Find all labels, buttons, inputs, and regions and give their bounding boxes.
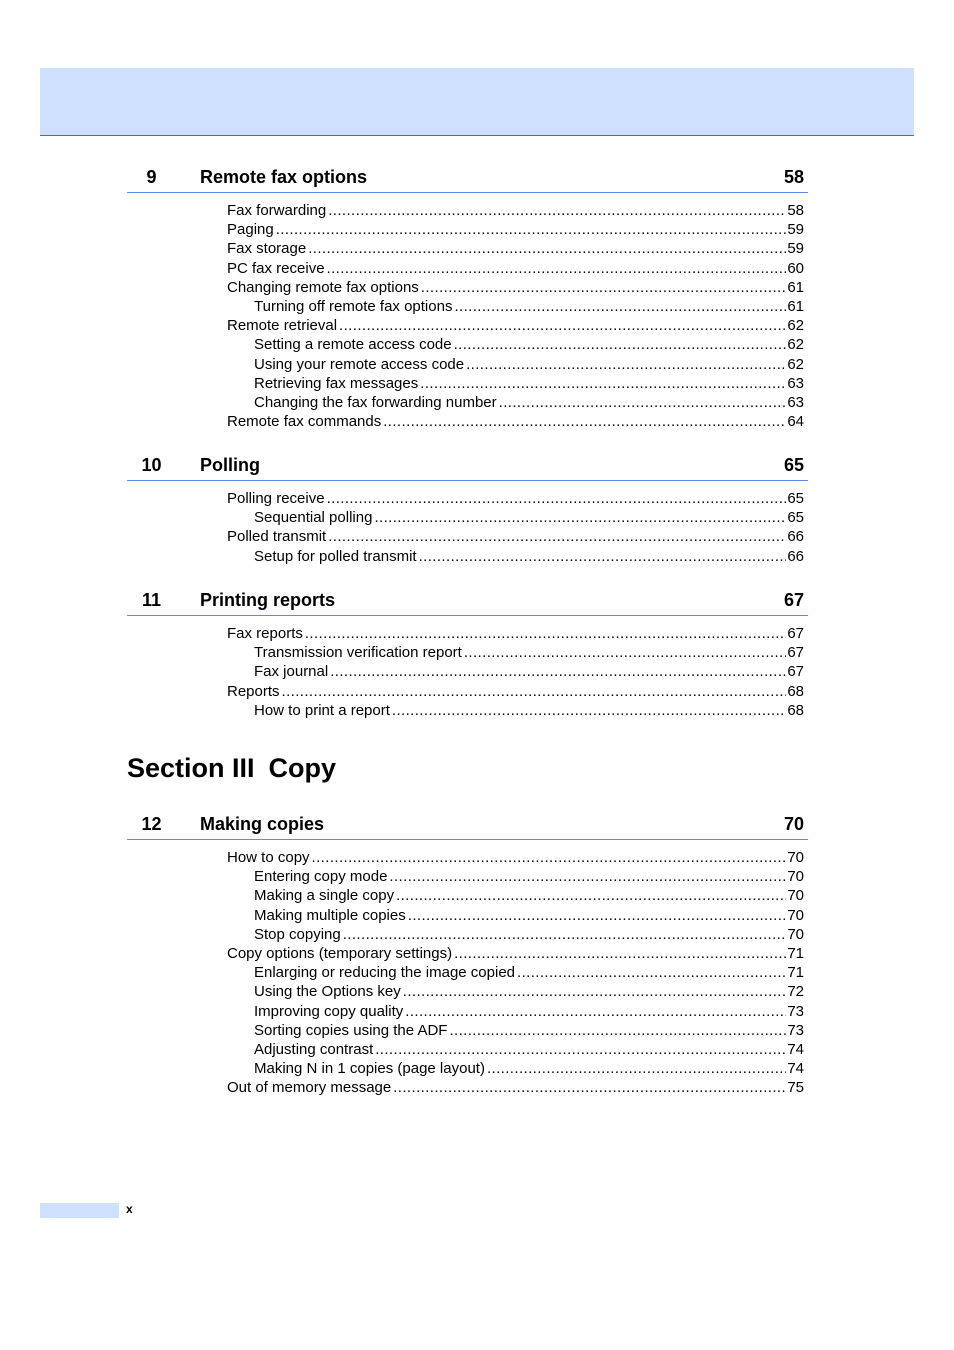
toc-entry[interactable] <box>127 278 808 297</box>
toc-dot-leader <box>374 508 786 527</box>
toc-entry-page: 65 <box>787 490 804 507</box>
toc-entry-page: 64 <box>787 413 804 431</box>
toc-entry-page: 67 <box>787 663 804 681</box>
chapter-10 <box>127 454 808 566</box>
toc-entry-title: Changing remote fax options <box>227 278 419 296</box>
chapter-number: 10 <box>141 455 162 475</box>
toc-entry-page: 62 <box>787 355 804 373</box>
toc-entry[interactable] <box>127 662 808 681</box>
toc-entry-title: PC fax receive <box>227 259 325 277</box>
toc-entry-title: Out of memory message <box>227 1079 392 1097</box>
chapter-page: 67 <box>783 590 804 610</box>
toc-entry[interactable] <box>127 374 808 393</box>
chapter-title: Printing reports <box>200 590 336 610</box>
toc-entries <box>127 489 808 566</box>
toc-dot-leader <box>339 316 786 335</box>
toc-entry[interactable] <box>127 925 808 944</box>
chapter-heading[interactable] <box>127 589 808 616</box>
chapter-page: 70 <box>783 814 804 834</box>
toc-dot-leader <box>392 701 786 720</box>
toc-entries <box>127 624 808 720</box>
toc-dot-leader <box>328 201 786 220</box>
toc-entry-page: 68 <box>787 682 804 700</box>
toc-dot-leader <box>327 259 787 278</box>
chapter-number: 12 <box>141 814 162 834</box>
section-label: Section III <box>127 753 255 783</box>
toc-entry-page: 73 <box>787 1021 804 1039</box>
toc-entry-page: 73 <box>787 1002 804 1020</box>
toc-entry[interactable] <box>127 239 808 258</box>
toc-dot-leader <box>420 374 786 393</box>
toc-entry-title: Using your remote access code <box>254 355 465 373</box>
toc-entry[interactable] <box>127 259 808 278</box>
toc-dot-leader <box>330 662 786 681</box>
chapter-heading[interactable] <box>127 454 808 481</box>
toc-entry[interactable] <box>127 489 808 508</box>
toc-entry-page: 62 <box>787 317 804 335</box>
toc-entry[interactable] <box>127 643 808 662</box>
toc-entry-page: 75 <box>787 1079 804 1097</box>
toc-entry[interactable] <box>127 1059 808 1078</box>
toc-entry-title: Adjusting contrast <box>254 1040 374 1058</box>
toc-entry[interactable] <box>127 1021 808 1040</box>
toc-entry-title: Making multiple copies <box>254 906 406 924</box>
toc-entry-page: 63 <box>787 393 804 411</box>
toc-dot-leader <box>312 848 787 867</box>
toc-entry-title: Fax reports <box>227 625 303 642</box>
toc-dot-leader <box>282 682 787 701</box>
toc-entry-title: Changing the fax forwarding number <box>254 393 497 411</box>
toc-dot-leader <box>499 393 787 412</box>
toc-entry[interactable] <box>127 335 808 354</box>
toc-entry-page: 67 <box>787 644 804 662</box>
chapter-9 <box>127 166 808 431</box>
toc-entry-title: Paging <box>227 221 274 239</box>
chapter-heading[interactable] <box>127 813 808 840</box>
toc-entry-title: Transmission verification report <box>254 644 462 662</box>
toc-entry[interactable] <box>127 982 808 1001</box>
toc-entry-page: 74 <box>787 1060 804 1078</box>
toc-dot-leader <box>343 925 787 944</box>
toc-dot-leader <box>487 1059 786 1078</box>
footer-bar <box>40 1203 119 1218</box>
toc-entry[interactable] <box>127 393 808 412</box>
toc-dot-leader <box>383 412 786 431</box>
toc-dot-leader <box>454 297 786 316</box>
toc-dot-leader <box>419 547 787 566</box>
toc-entry-page: 70 <box>787 925 804 943</box>
toc-dot-leader <box>396 886 786 905</box>
toc-entry-title: Entering copy mode <box>254 868 388 886</box>
toc-dot-leader <box>327 489 787 508</box>
toc-entry-title: How to copy <box>227 849 310 866</box>
toc-entry-title: Remote fax commands <box>227 413 382 431</box>
toc-entry[interactable] <box>127 508 808 527</box>
chapter-heading[interactable] <box>127 166 808 193</box>
chapter-number: 11 <box>141 590 162 610</box>
toc-dot-leader <box>276 220 787 239</box>
toc-entry[interactable] <box>127 1078 808 1097</box>
toc-entries <box>127 201 808 431</box>
toc-entry[interactable] <box>127 201 808 220</box>
toc-dot-leader <box>464 643 786 662</box>
toc-entry[interactable] <box>127 547 808 566</box>
toc-entry-title: Remote retrieval <box>227 317 338 335</box>
toc-entry-title: Polling receive <box>227 490 325 507</box>
toc-entry-title: Fax forwarding <box>227 202 327 219</box>
toc-entry-title: Improving copy quality <box>254 1002 404 1020</box>
toc-dot-leader <box>405 1002 786 1021</box>
toc-entry-title: Sorting copies using the ADF <box>254 1021 448 1039</box>
toc-entry-title: Using the Options key <box>254 983 401 1001</box>
toc-entry-page: 66 <box>787 547 804 565</box>
toc-dot-leader <box>328 527 786 546</box>
toc-entry-title: Sequential polling <box>254 509 373 527</box>
chapter-title: Polling <box>200 455 260 475</box>
toc-entry-title: Copy options (temporary settings) <box>227 944 453 962</box>
toc-dot-leader <box>454 335 787 354</box>
chapter-12 <box>127 813 808 1097</box>
toc-entry[interactable] <box>127 527 808 546</box>
toc-dot-leader <box>305 624 786 643</box>
toc-entry-page: 71 <box>787 964 804 982</box>
toc-entry[interactable] <box>127 297 808 316</box>
toc-entry-page: 67 <box>787 625 804 642</box>
toc-dot-leader <box>308 239 786 258</box>
toc-dot-leader <box>421 278 787 297</box>
toc-entry-title: Polled transmit <box>227 528 327 546</box>
chapter-number: 9 <box>146 167 157 187</box>
toc-entries <box>127 848 808 1097</box>
toc-entry-page: 63 <box>787 374 804 392</box>
toc-entry-title: Fax storage <box>227 240 307 258</box>
toc-entry-title: Retrieving fax messages <box>254 374 419 392</box>
section-name: Copy <box>268 753 337 783</box>
toc-dot-leader <box>403 982 787 1001</box>
toc-entry-title: Turning off remote fax options <box>254 297 453 315</box>
chapter-title: Making copies <box>200 814 325 834</box>
toc-entry-page: 60 <box>787 259 804 277</box>
chapter-page: 65 <box>783 455 804 475</box>
toc-entry[interactable] <box>127 944 808 963</box>
toc-entry[interactable] <box>127 906 808 925</box>
toc-entry[interactable] <box>127 848 808 867</box>
toc-entry[interactable] <box>127 316 808 335</box>
toc-dot-leader <box>375 1040 786 1059</box>
toc-entry[interactable] <box>127 220 808 239</box>
toc-entry[interactable] <box>127 682 808 701</box>
toc-entry-page: 68 <box>787 701 804 719</box>
toc-entry-title: Setting a remote access code <box>254 336 452 354</box>
toc-dot-leader <box>517 963 786 982</box>
toc-entry[interactable] <box>127 1040 808 1059</box>
toc-entry-page: 61 <box>787 297 804 315</box>
toc-entry-page: 71 <box>787 944 804 962</box>
toc-entry-page: 62 <box>787 336 804 354</box>
toc-entry[interactable] <box>127 886 808 905</box>
toc-entry-page: 66 <box>787 528 804 546</box>
toc-entry-title: Reports <box>227 682 280 700</box>
toc-dot-leader <box>393 1078 786 1097</box>
chapter-page: 58 <box>783 167 804 187</box>
toc-entry-page: 61 <box>787 278 804 296</box>
toc-entry-title: Stop copying <box>254 925 341 943</box>
toc-entry-page: 70 <box>787 906 804 924</box>
toc-dot-leader <box>408 906 787 925</box>
toc-entry[interactable] <box>127 624 808 643</box>
toc-entry[interactable] <box>127 867 808 886</box>
toc-entry-title: Making N in 1 copies (page layout) <box>254 1060 485 1078</box>
toc-entry[interactable] <box>127 701 808 720</box>
toc-entry-title: Setup for polled transmit <box>254 547 417 565</box>
toc-entry-page: 70 <box>787 849 804 866</box>
toc-entry-page: 72 <box>787 983 804 1001</box>
toc-entry-page: 74 <box>787 1040 804 1058</box>
header-band <box>40 68 914 136</box>
toc-entry-page: 59 <box>787 221 804 239</box>
section-title <box>127 753 336 784</box>
toc-dot-leader <box>466 355 786 374</box>
chapter-11 <box>127 589 808 720</box>
toc-entry-page: 70 <box>787 868 804 886</box>
toc-entry[interactable] <box>127 963 808 982</box>
footer-page-number: x <box>126 1202 133 1216</box>
toc-dot-leader <box>389 867 786 886</box>
toc-entry[interactable] <box>127 355 808 374</box>
toc-dot-leader <box>454 944 786 963</box>
toc-entry-title: Fax journal <box>254 663 329 681</box>
toc-entry-title: How to print a report <box>254 701 390 719</box>
toc-entry-page: 58 <box>787 202 804 219</box>
toc-entry[interactable] <box>127 412 808 431</box>
toc-entry-title: Making a single copy <box>254 887 395 905</box>
toc-entry-page: 59 <box>787 240 804 258</box>
toc-entry-page: 70 <box>787 887 804 905</box>
toc-entry-page: 65 <box>787 509 804 527</box>
toc-dot-leader <box>449 1021 786 1040</box>
chapter-title: Remote fax options <box>200 167 368 187</box>
toc-entry-title: Enlarging or reducing the image copied <box>254 964 515 982</box>
toc-entry[interactable] <box>127 1002 808 1021</box>
